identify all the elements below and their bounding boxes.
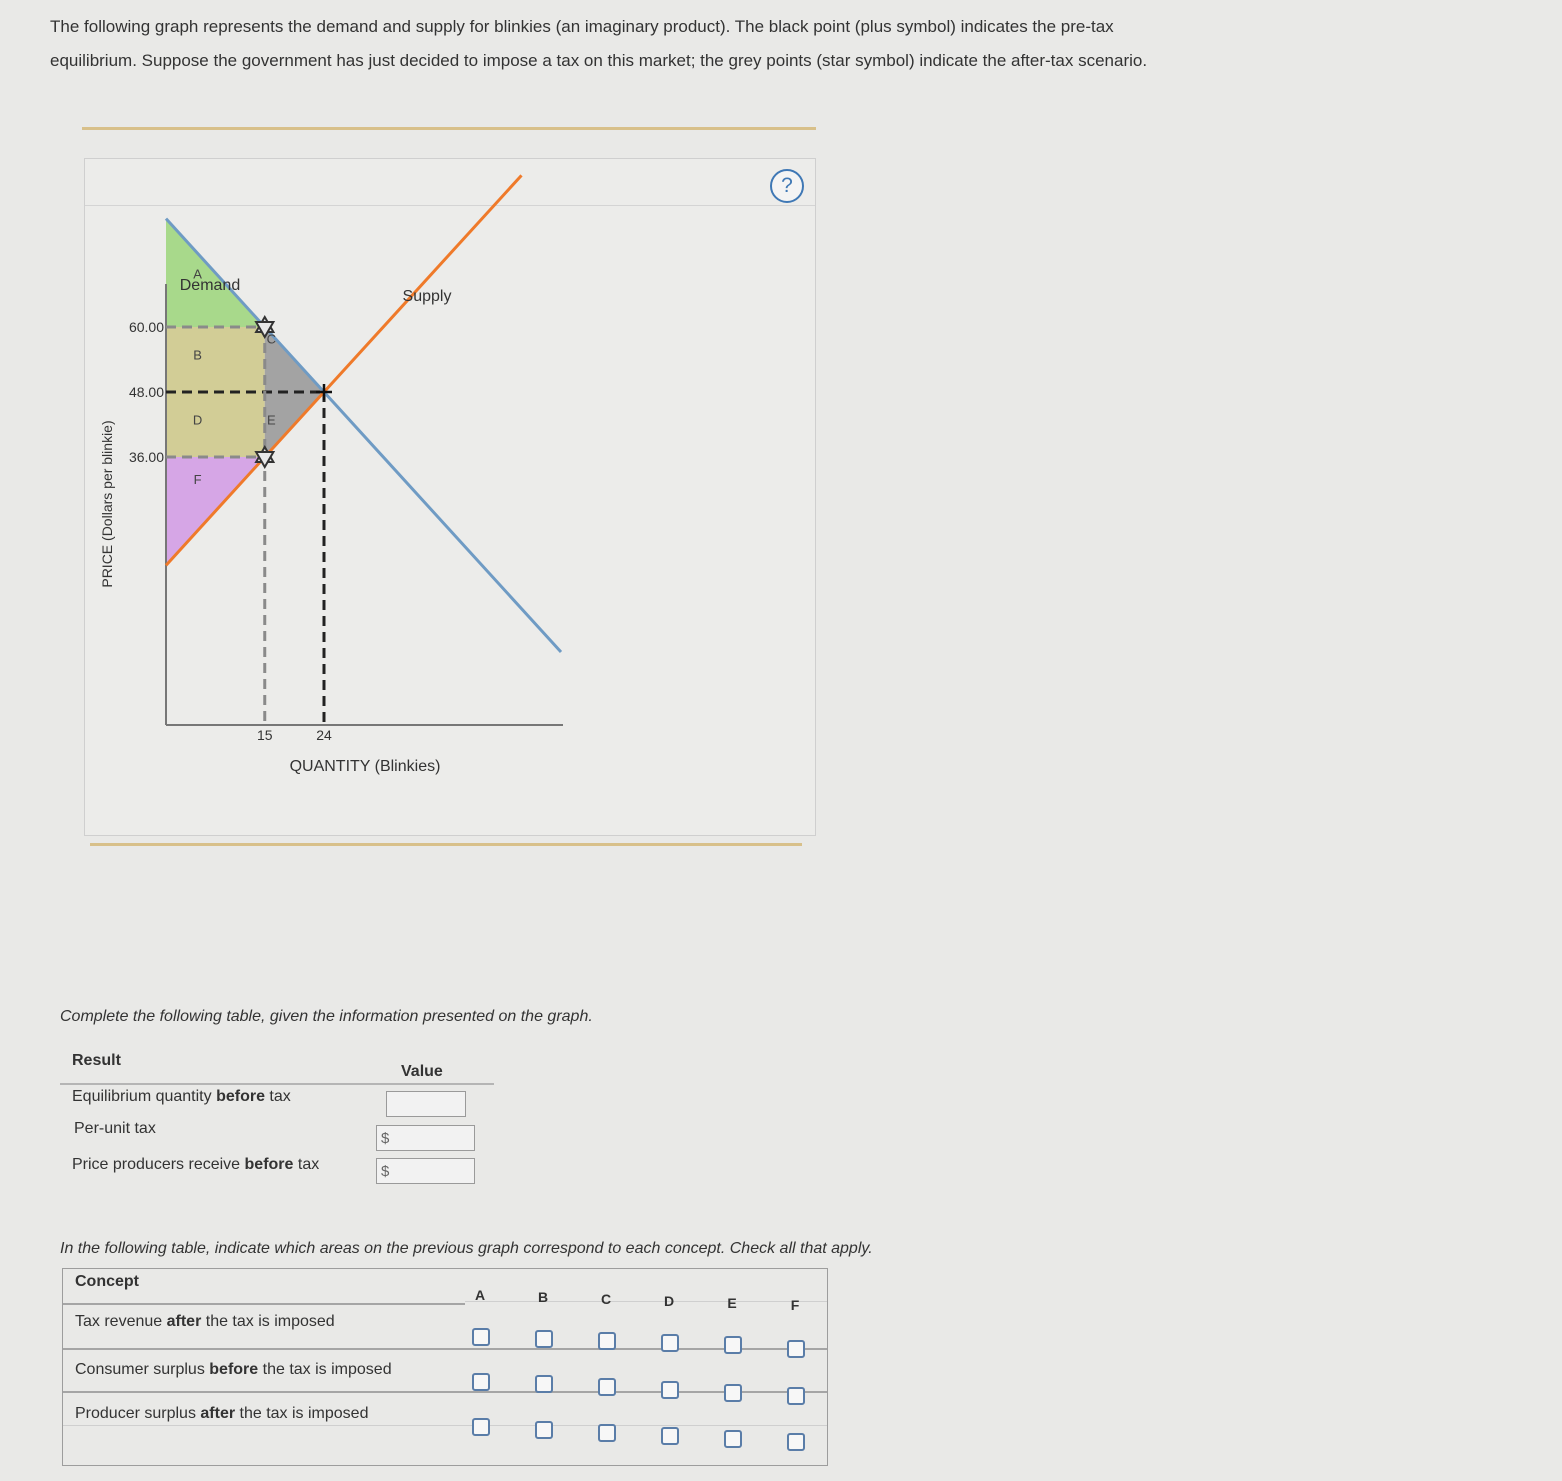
checkbox-consumer-surplus-c[interactable] [598,1378,616,1396]
column-header-a: A [474,1287,486,1303]
x-tick-label: 15 [256,727,273,743]
table2-header-divider-cols [465,1301,827,1302]
checkbox-consumer-surplus-f[interactable] [787,1387,805,1405]
y-tick-label: 36.00 [128,449,164,465]
area-label-c: C [266,331,277,347]
area-b [166,327,265,392]
checkbox-consumer-surplus-a[interactable] [472,1373,490,1391]
column-header-e: E [727,1295,737,1311]
checkbox-tax-revenue-e[interactable] [724,1336,742,1354]
graph-panel [84,158,816,836]
checkbox-producer-surplus-e[interactable] [724,1430,742,1448]
checkbox-consumer-surplus-d[interactable] [661,1381,679,1399]
checkbox-tax-revenue-f[interactable] [787,1340,805,1358]
area-label-a: A [193,266,202,282]
checkbox-producer-surplus-a[interactable] [472,1418,490,1436]
x-tick-label: 24 [316,727,332,743]
table1-header-value: Value [401,1063,443,1080]
table1-header-result: Result [72,1052,121,1069]
checkbox-producer-surplus-b[interactable] [535,1421,553,1439]
intro-line-1: The following graph represents the demand and supply for blinkies (an imaginary product). The black point (plus symbol) indicates the pre-tax [50,17,1114,36]
concept-row-producer-surplus: Producer surplus after the tax is imposed [75,1405,369,1422]
help-icon[interactable]: ? [770,169,804,203]
y-tick-label: 48.00 [128,384,164,400]
area-label-d: D [192,412,203,428]
table2-instruction: In the following table, indicate which areas on the previous graph correspond to each concept. Check all that apply. [60,1240,873,1257]
table1-row-per-unit-tax: Per-unit tax [74,1120,156,1137]
checkbox-producer-surplus-d[interactable] [661,1427,679,1445]
table2-header-concept: Concept [75,1273,139,1290]
supply-label: Supply [402,288,452,305]
table1-row-equilibrium-quantity: Equilibrium quantity before tax [72,1088,291,1105]
table1-header-divider [60,1083,494,1085]
checkbox-producer-surplus-c[interactable] [598,1424,616,1442]
table1-instruction: Complete the following table, given the information presented on the graph. [60,1008,593,1025]
checkbox-tax-revenue-b[interactable] [535,1330,553,1348]
checkbox-tax-revenue-d[interactable] [661,1334,679,1352]
column-header-f: F [790,1297,800,1313]
checkbox-consumer-surplus-e[interactable] [724,1384,742,1402]
concept-row-tax-revenue: Tax revenue after the tax is imposed [75,1313,335,1330]
table2-header-divider [63,1303,465,1305]
intro-text [50,10,1350,78]
table1-row-producer-price: Price producers receive before tax [72,1156,320,1173]
table2-row-divider [63,1348,827,1350]
table2-row-divider [63,1391,827,1393]
column-header-b: B [537,1289,549,1305]
top-divider [82,127,816,130]
area-d [166,392,265,457]
table2-row-divider [63,1425,827,1426]
per-unit-tax-input[interactable] [376,1125,475,1151]
dollar-prefix: $ [381,1163,390,1180]
intro-line-2: equilibrium. Suppose the government has just decided to impose a tax on this market; the grey points (star symbol) indicate the after-tax scenario. [50,51,1148,70]
dollar-prefix: $ [381,1130,390,1147]
column-header-c: C [600,1291,612,1307]
checkbox-producer-surplus-f[interactable] [787,1433,805,1451]
y-tick-label: 60.00 [128,319,164,335]
area-label-e: E [266,412,276,428]
checkbox-tax-revenue-c[interactable] [598,1332,616,1350]
bottom-divider [90,843,802,846]
column-header-d: D [663,1293,675,1309]
x-axis-title: QUANTITY (Blinkies) [289,758,441,775]
area-label-b: B [193,347,202,363]
supply-demand-graph [85,159,815,835]
checkbox-consumer-surplus-b[interactable] [535,1375,553,1393]
equilibrium-quantity-input[interactable] [386,1091,466,1117]
demand-label: Demand [179,277,241,294]
area-label-f: F [193,472,202,488]
y-axis-title: PRICE (Dollars per blinkie) [99,420,115,588]
concept-table [62,1268,828,1466]
checkbox-tax-revenue-a[interactable] [472,1328,490,1346]
concept-row-consumer-surplus: Consumer surplus before the tax is imposed [75,1361,392,1378]
producer-price-input[interactable] [376,1158,475,1184]
